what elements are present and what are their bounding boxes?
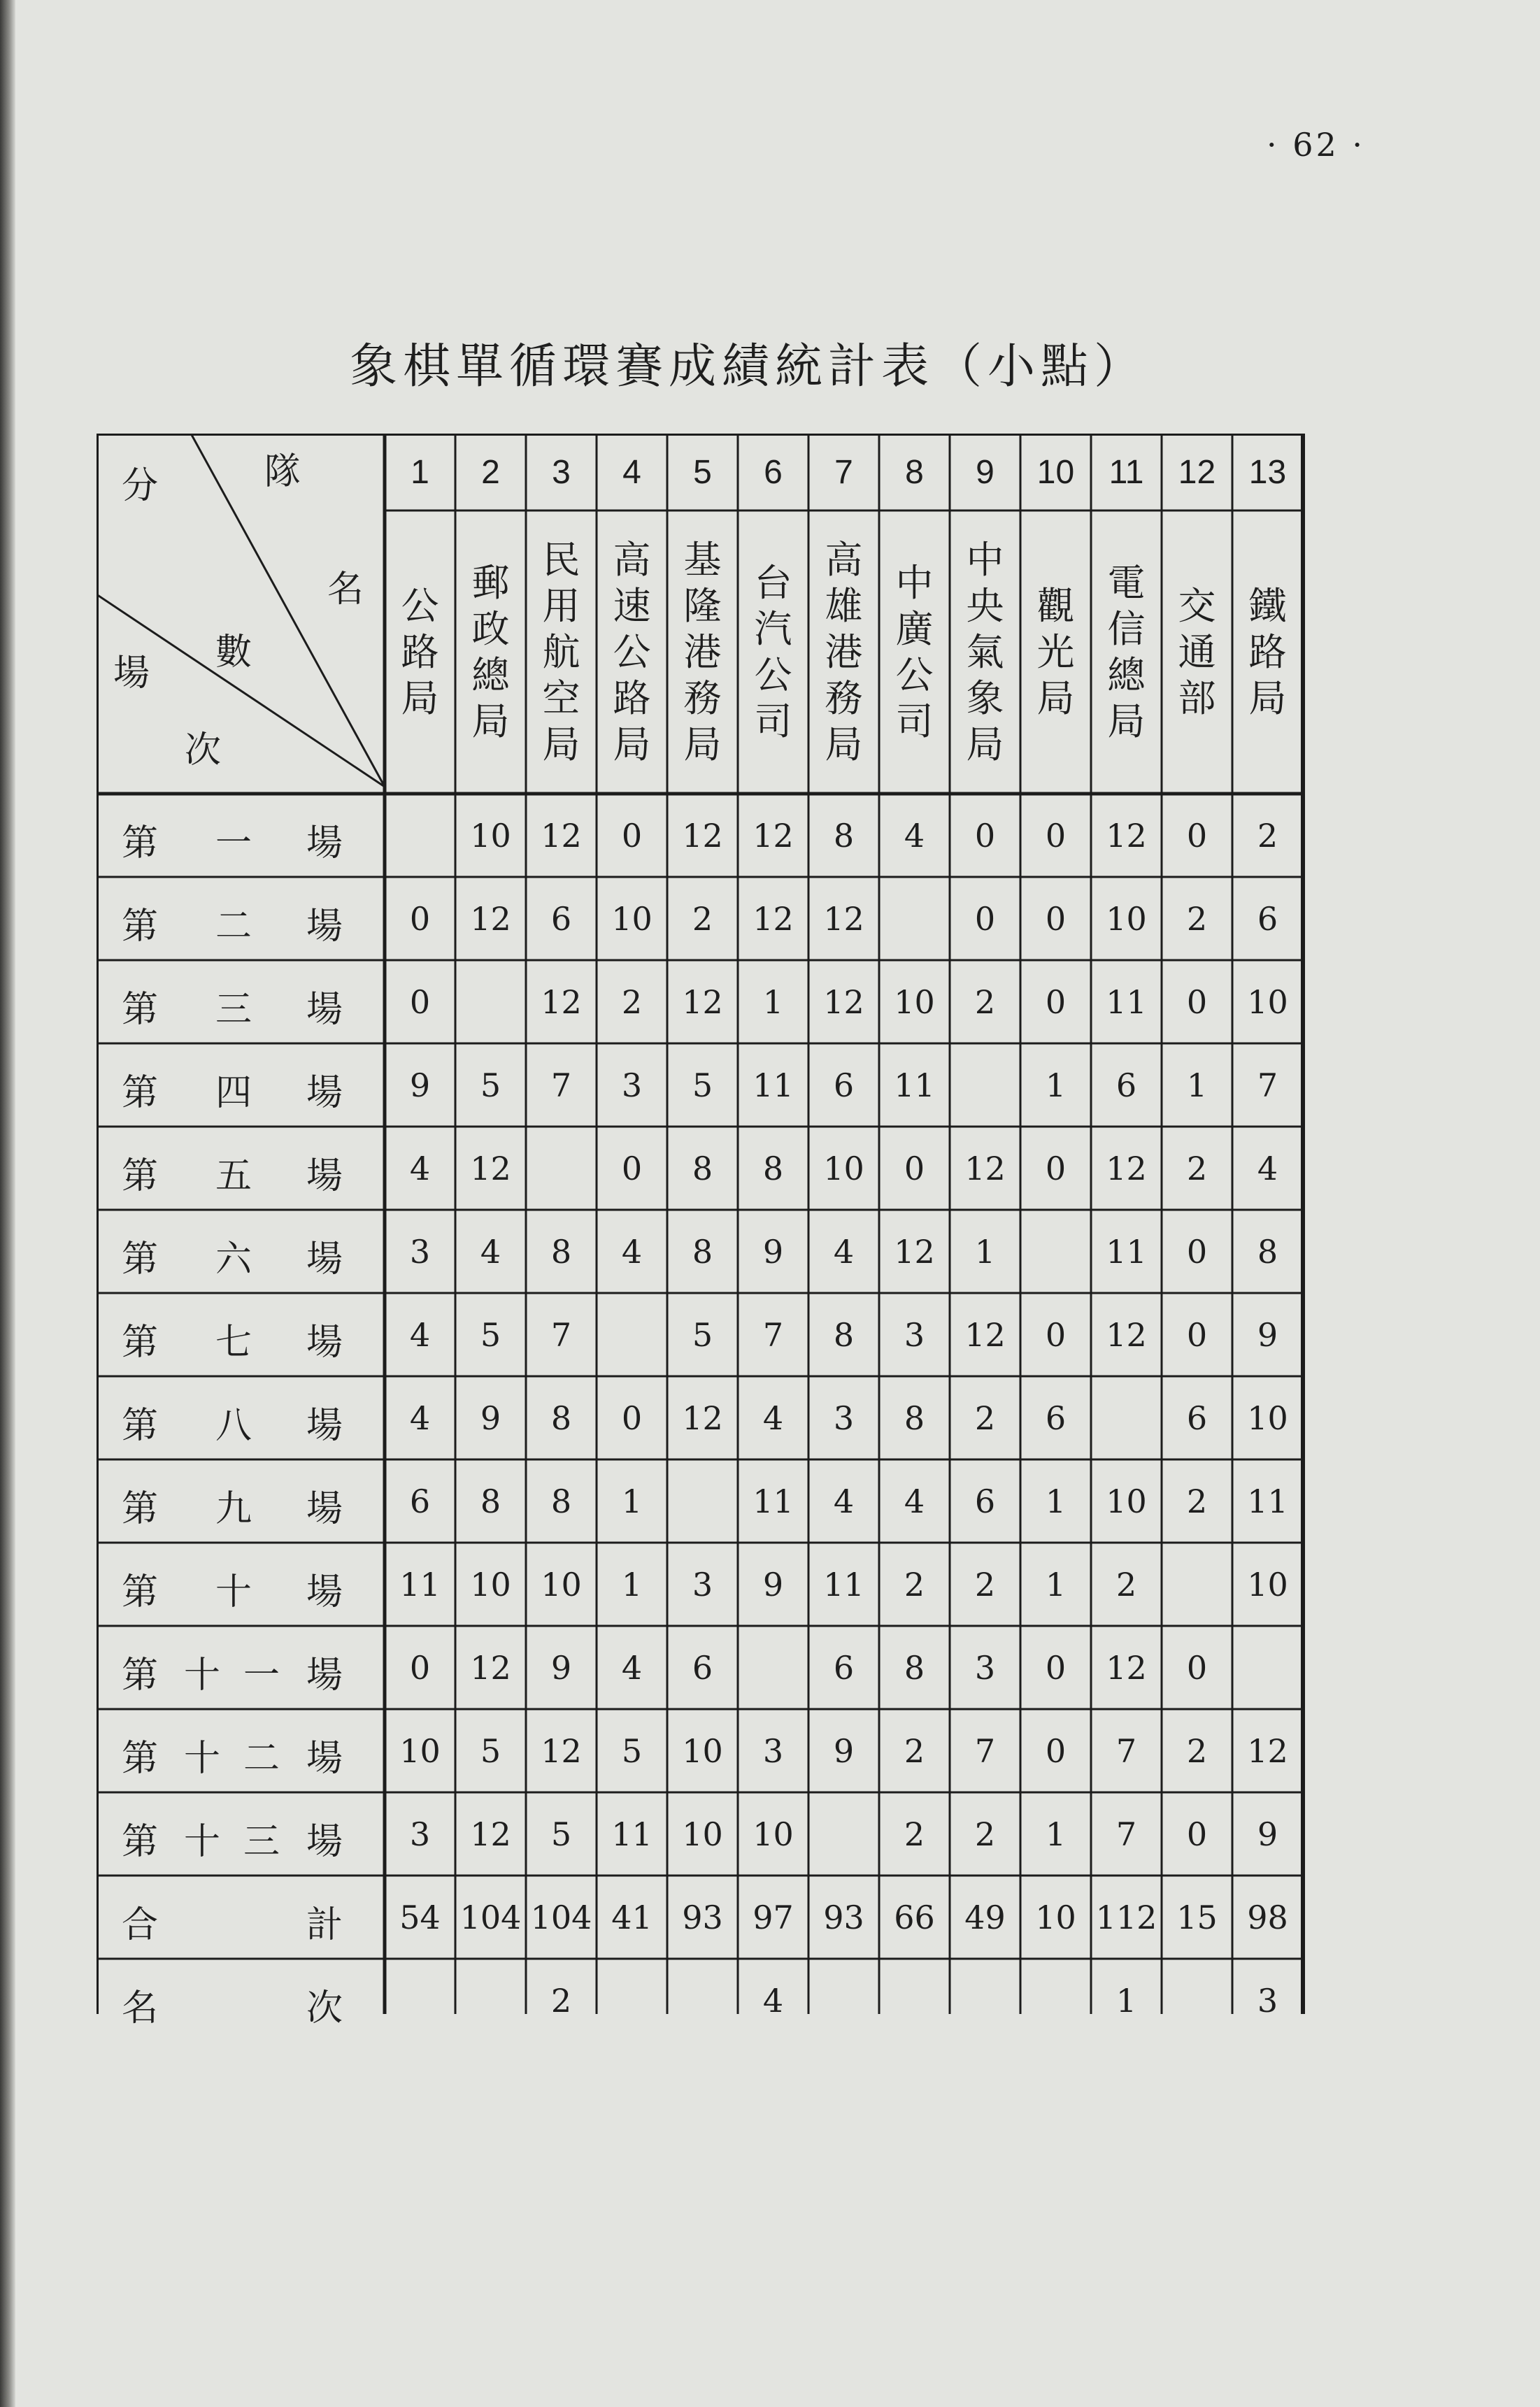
round-label-char: 第 bbox=[122, 989, 159, 1031]
round-label-char: 第 bbox=[122, 1571, 159, 1613]
score-cell: 2 bbox=[1186, 1149, 1208, 1187]
score-cell: 2 bbox=[974, 1399, 996, 1437]
team-name: 高 速 公 路 局 bbox=[613, 537, 651, 766]
round-label-char: 十 bbox=[184, 1821, 221, 1863]
round-label-char: 第 bbox=[122, 1072, 159, 1114]
score-cell: 8 bbox=[762, 1149, 784, 1187]
round-label-char: 第 bbox=[122, 1405, 159, 1447]
score-cell: 6 bbox=[974, 1482, 996, 1520]
round-label-char: 場 bbox=[306, 1571, 343, 1613]
team-name: 中 央 氣 象 局 bbox=[966, 537, 1004, 766]
score-cell: 15 bbox=[1176, 1898, 1218, 1936]
score-cell bbox=[455, 960, 526, 1043]
score-cell: 6 bbox=[1115, 1066, 1137, 1104]
score-cell: 6 bbox=[550, 899, 572, 938]
score-cell: 0 bbox=[1186, 816, 1208, 855]
score-cell: 93 bbox=[682, 1898, 723, 1936]
round-label-char: 場 bbox=[306, 1405, 343, 1447]
score-cell: 5 bbox=[480, 1731, 501, 1770]
score-cell: 10 bbox=[470, 816, 511, 855]
score-cell: 0 bbox=[974, 816, 996, 855]
score-cell: 9 bbox=[762, 1565, 784, 1604]
round-label-char: 場 bbox=[306, 1155, 343, 1197]
score-cell bbox=[879, 1959, 950, 2042]
score-cell: 12 bbox=[470, 899, 511, 938]
score-cell: 0 bbox=[1186, 1315, 1208, 1354]
score-cell bbox=[1162, 1543, 1232, 1626]
team-number: 6 bbox=[764, 453, 783, 491]
score-cell bbox=[526, 1127, 597, 1210]
round-label-char: 八 bbox=[215, 1405, 252, 1447]
score-cell: 10 bbox=[1106, 899, 1147, 938]
score-cell: 1 bbox=[621, 1482, 643, 1520]
round-label-char: 第 bbox=[122, 1322, 159, 1364]
score-cell bbox=[950, 1959, 1020, 2042]
book-spine-shadow bbox=[0, 0, 15, 2407]
score-cell: 7 bbox=[550, 1315, 572, 1354]
score-cell: 9 bbox=[409, 1066, 431, 1104]
round-label-char: 四 bbox=[215, 1072, 252, 1114]
score-cell bbox=[385, 794, 455, 877]
score-cell: 4 bbox=[409, 1399, 431, 1437]
score-cell: 1 bbox=[762, 983, 784, 1021]
score-cell bbox=[1091, 1376, 1162, 1459]
score-cell: 2 bbox=[904, 1731, 925, 1770]
score-cell: 1 bbox=[1115, 1981, 1137, 2020]
score-cell: 0 bbox=[1045, 1648, 1067, 1687]
score-cell: 12 bbox=[964, 1149, 1006, 1187]
round-label-char: 場 bbox=[306, 1488, 343, 1530]
score-cell: 8 bbox=[904, 1648, 925, 1687]
score-cell: 12 bbox=[541, 1731, 582, 1770]
score-cell bbox=[597, 1293, 667, 1376]
score-cell: 0 bbox=[621, 1399, 643, 1437]
round-label-char: 第 bbox=[122, 1238, 159, 1280]
score-cell bbox=[385, 1959, 455, 2042]
score-cell bbox=[738, 1626, 808, 1709]
team-number: 4 bbox=[622, 453, 641, 491]
score-cell: 8 bbox=[550, 1232, 572, 1271]
score-cell: 5 bbox=[692, 1066, 713, 1104]
score-cell: 6 bbox=[1186, 1399, 1208, 1437]
score-cell: 5 bbox=[550, 1815, 572, 1853]
score-cell: 0 bbox=[409, 1648, 431, 1687]
score-cell: 7 bbox=[1115, 1731, 1137, 1770]
score-cell: 2 bbox=[621, 983, 643, 1021]
score-cell: 0 bbox=[621, 1149, 643, 1187]
score-cell: 97 bbox=[753, 1898, 794, 1936]
score-cell: 12 bbox=[823, 983, 864, 1021]
score-cell: 2 bbox=[1257, 816, 1278, 855]
score-cell: 10 bbox=[399, 1731, 441, 1770]
score-cell: 1 bbox=[1045, 1482, 1067, 1520]
score-cell: 4 bbox=[409, 1315, 431, 1354]
score-cell: 1 bbox=[1045, 1565, 1067, 1604]
round-label-char: 第 bbox=[122, 1155, 159, 1197]
score-cell: 7 bbox=[762, 1315, 784, 1354]
total-label-char: 計 bbox=[306, 1904, 343, 1946]
score-cell: 8 bbox=[480, 1482, 501, 1520]
score-cell: 12 bbox=[470, 1648, 511, 1687]
round-label-char: 三 bbox=[215, 989, 252, 1031]
score-cell: 0 bbox=[1045, 1731, 1067, 1770]
round-label-char: 第 bbox=[122, 1821, 159, 1863]
score-cell: 2 bbox=[904, 1565, 925, 1604]
team-number: 7 bbox=[834, 453, 853, 491]
score-cell: 4 bbox=[409, 1149, 431, 1187]
round-label-char: 第 bbox=[122, 1488, 159, 1530]
score-cell: 11 bbox=[753, 1066, 794, 1104]
team-number: 3 bbox=[552, 453, 571, 491]
score-cell: 9 bbox=[550, 1648, 572, 1687]
score-cell: 12 bbox=[1247, 1731, 1288, 1770]
score-cell: 12 bbox=[1106, 1315, 1147, 1354]
score-cell: 3 bbox=[409, 1815, 431, 1853]
score-cell: 3 bbox=[833, 1399, 855, 1437]
score-cell: 5 bbox=[621, 1731, 643, 1770]
score-cell bbox=[1162, 1959, 1232, 2042]
team-name: 觀 光 局 bbox=[1036, 583, 1075, 720]
score-cell: 12 bbox=[753, 816, 794, 855]
score-cell: 0 bbox=[1045, 983, 1067, 1021]
team-number: 2 bbox=[481, 453, 500, 491]
score-cell: 2 bbox=[1186, 1731, 1208, 1770]
score-cell: 12 bbox=[682, 816, 723, 855]
score-cell: 6 bbox=[1257, 899, 1278, 938]
round-label-char: 第 bbox=[122, 1738, 159, 1780]
score-cell: 0 bbox=[904, 1149, 925, 1187]
score-cell: 0 bbox=[621, 816, 643, 855]
score-cell bbox=[950, 1043, 1020, 1127]
team-number: 5 bbox=[693, 453, 712, 491]
score-cell: 6 bbox=[409, 1482, 431, 1520]
score-cell: 11 bbox=[1106, 983, 1147, 1021]
score-cell: 1 bbox=[621, 1565, 643, 1604]
score-cell: 4 bbox=[904, 816, 925, 855]
score-cell: 2 bbox=[974, 983, 996, 1021]
score-cell: 49 bbox=[964, 1898, 1006, 1936]
score-cell: 8 bbox=[833, 816, 855, 855]
score-cell: 10 bbox=[1035, 1898, 1076, 1936]
score-cell: 11 bbox=[894, 1066, 935, 1104]
score-cell: 0 bbox=[974, 899, 996, 938]
score-cell: 12 bbox=[682, 983, 723, 1021]
score-cell bbox=[597, 1959, 667, 2042]
team-name: 中 廣 公 司 bbox=[895, 560, 934, 743]
score-cell: 10 bbox=[1247, 983, 1288, 1021]
score-cell: 3 bbox=[974, 1648, 996, 1687]
score-cell: 11 bbox=[823, 1565, 864, 1604]
score-cell: 104 bbox=[459, 1898, 522, 1936]
score-cell: 12 bbox=[753, 899, 794, 938]
score-cell: 10 bbox=[894, 983, 935, 1021]
score-cell: 7 bbox=[974, 1731, 996, 1770]
team-number: 11 bbox=[1108, 453, 1144, 491]
page-number: · 62 · bbox=[1266, 126, 1365, 164]
score-cell bbox=[808, 1959, 879, 2042]
score-cell: 41 bbox=[611, 1898, 653, 1936]
corner-label-team: 隊 bbox=[264, 451, 301, 493]
score-cell: 1 bbox=[974, 1232, 996, 1271]
score-cell: 4 bbox=[833, 1482, 855, 1520]
score-cell: 2 bbox=[974, 1815, 996, 1853]
round-label-char: 場 bbox=[306, 1238, 343, 1280]
score-cell: 7 bbox=[1115, 1815, 1137, 1853]
round-label-char: 七 bbox=[215, 1322, 252, 1364]
score-cell: 4 bbox=[904, 1482, 925, 1520]
round-label-char: 場 bbox=[306, 1322, 343, 1364]
team-number: 1 bbox=[411, 453, 429, 491]
round-label-char: 第 bbox=[122, 822, 159, 864]
score-cell: 8 bbox=[904, 1399, 925, 1437]
round-label-char: 場 bbox=[306, 1655, 343, 1697]
score-cell: 12 bbox=[1106, 816, 1147, 855]
score-cell: 11 bbox=[611, 1815, 653, 1853]
score-cell: 10 bbox=[611, 899, 653, 938]
score-cell: 0 bbox=[1045, 1315, 1067, 1354]
score-cell: 3 bbox=[692, 1565, 713, 1604]
corner-label-round: 場 bbox=[113, 652, 150, 694]
score-cell: 9 bbox=[833, 1731, 855, 1770]
team-name: 郵 政 總 局 bbox=[471, 560, 510, 743]
round-label-char: 第 bbox=[122, 1655, 159, 1697]
score-cell: 4 bbox=[1257, 1149, 1278, 1187]
score-cell: 12 bbox=[541, 983, 582, 1021]
score-cell: 11 bbox=[399, 1565, 441, 1604]
score-cell: 93 bbox=[823, 1898, 864, 1936]
score-cell bbox=[1232, 1626, 1303, 1709]
round-label-char: 一 bbox=[243, 1655, 280, 1697]
score-cell: 7 bbox=[1257, 1066, 1278, 1104]
score-cell: 10 bbox=[541, 1565, 582, 1604]
score-cell bbox=[667, 1459, 738, 1543]
round-label-char: 六 bbox=[215, 1238, 252, 1280]
rank-label-char: 名 bbox=[122, 1987, 159, 2029]
score-cell: 98 bbox=[1247, 1898, 1288, 1936]
round-label-char: 三 bbox=[243, 1821, 280, 1863]
score-cell: 12 bbox=[1106, 1149, 1147, 1187]
score-cell: 10 bbox=[1106, 1482, 1147, 1520]
score-cell: 0 bbox=[1186, 1815, 1208, 1853]
round-label-char: 場 bbox=[306, 906, 343, 948]
score-cell: 0 bbox=[1045, 1149, 1067, 1187]
score-cell: 2 bbox=[1115, 1565, 1137, 1604]
score-cell: 8 bbox=[550, 1399, 572, 1437]
score-cell bbox=[879, 877, 950, 960]
score-cell: 5 bbox=[480, 1315, 501, 1354]
score-cell: 8 bbox=[692, 1149, 713, 1187]
round-label-char: 場 bbox=[306, 989, 343, 1031]
score-cell: 9 bbox=[1257, 1315, 1278, 1354]
score-cell: 8 bbox=[692, 1232, 713, 1271]
score-cell: 1 bbox=[1045, 1066, 1067, 1104]
team-name: 台 汽 公 司 bbox=[754, 560, 792, 743]
score-cell: 8 bbox=[1257, 1232, 1278, 1271]
score-cell: 2 bbox=[1186, 899, 1208, 938]
round-label-char: 十 bbox=[215, 1571, 252, 1613]
score-cell: 4 bbox=[621, 1232, 643, 1271]
score-cell: 10 bbox=[682, 1731, 723, 1770]
score-cell: 5 bbox=[692, 1315, 713, 1354]
score-cell bbox=[1020, 1210, 1091, 1293]
score-cell: 12 bbox=[541, 816, 582, 855]
score-cell: 9 bbox=[762, 1232, 784, 1271]
round-label-char: 場 bbox=[306, 1072, 343, 1114]
team-name: 公 路 局 bbox=[401, 583, 439, 720]
score-cell: 0 bbox=[1186, 1232, 1208, 1271]
score-cell: 12 bbox=[1106, 1648, 1147, 1687]
corner-label-name: 名 bbox=[327, 569, 364, 610]
score-cell: 8 bbox=[833, 1315, 855, 1354]
round-label-char: 一 bbox=[215, 822, 252, 864]
score-cell: 4 bbox=[762, 1399, 784, 1437]
score-cell: 2 bbox=[974, 1565, 996, 1604]
score-cell: 7 bbox=[550, 1066, 572, 1104]
score-cell: 9 bbox=[480, 1399, 501, 1437]
round-label-char: 場 bbox=[306, 1821, 343, 1863]
score-cell: 66 bbox=[894, 1898, 935, 1936]
score-cell: 2 bbox=[1186, 1482, 1208, 1520]
score-cell: 12 bbox=[470, 1149, 511, 1187]
team-name: 交 通 部 bbox=[1178, 583, 1216, 720]
team-number: 13 bbox=[1248, 453, 1287, 491]
score-cell: 3 bbox=[409, 1232, 431, 1271]
score-cell: 8 bbox=[550, 1482, 572, 1520]
score-cell bbox=[667, 1959, 738, 2042]
total-label-char: 合 bbox=[122, 1904, 159, 1946]
score-cell: 6 bbox=[1045, 1399, 1067, 1437]
score-cell: 1 bbox=[1186, 1066, 1208, 1104]
round-label-char: 二 bbox=[243, 1738, 280, 1780]
round-label-char: 五 bbox=[215, 1155, 252, 1197]
score-cell: 0 bbox=[1186, 1648, 1208, 1687]
score-cell: 2 bbox=[692, 899, 713, 938]
table-title: 象棋單循環賽成績統計表（小點） bbox=[350, 339, 1148, 394]
score-cell: 6 bbox=[692, 1648, 713, 1687]
team-number: 9 bbox=[976, 453, 994, 491]
score-cell: 54 bbox=[399, 1898, 441, 1936]
score-cell: 4 bbox=[621, 1648, 643, 1687]
round-label-char: 二 bbox=[215, 906, 252, 948]
score-cell: 104 bbox=[530, 1898, 592, 1936]
score-cell: 6 bbox=[833, 1648, 855, 1687]
score-cell bbox=[808, 1792, 879, 1876]
score-cell: 2 bbox=[904, 1815, 925, 1853]
score-cell: 12 bbox=[894, 1232, 935, 1271]
score-cell: 4 bbox=[762, 1981, 784, 2020]
score-cell: 12 bbox=[823, 899, 864, 938]
score-cell: 0 bbox=[1045, 816, 1067, 855]
score-cell: 10 bbox=[1247, 1399, 1288, 1437]
score-cell: 3 bbox=[904, 1315, 925, 1354]
score-cell: 10 bbox=[823, 1149, 864, 1187]
team-name: 電 信 總 局 bbox=[1107, 560, 1146, 743]
score-cell: 1 bbox=[1045, 1815, 1067, 1853]
score-cell: 12 bbox=[682, 1399, 723, 1437]
round-label-char: 十 bbox=[184, 1655, 221, 1697]
score-cell: 12 bbox=[470, 1815, 511, 1853]
team-name: 鐵 路 局 bbox=[1248, 583, 1287, 720]
round-label-char: 場 bbox=[306, 1738, 343, 1780]
score-cell: 2 bbox=[550, 1981, 572, 2020]
team-name: 民 用 航 空 局 bbox=[542, 537, 580, 766]
score-cell: 0 bbox=[409, 899, 431, 938]
score-cell: 9 bbox=[1257, 1815, 1278, 1853]
score-cell: 3 bbox=[1257, 1981, 1278, 2020]
team-number: 10 bbox=[1036, 453, 1075, 491]
score-cell: 6 bbox=[833, 1066, 855, 1104]
score-table bbox=[97, 434, 1313, 2029]
score-cell: 12 bbox=[964, 1315, 1006, 1354]
score-cell: 112 bbox=[1095, 1898, 1157, 1936]
score-cell bbox=[1020, 1959, 1091, 2042]
rank-label-char: 次 bbox=[306, 1987, 343, 2029]
score-cell: 4 bbox=[833, 1232, 855, 1271]
team-number: 8 bbox=[905, 453, 924, 491]
team-number: 12 bbox=[1178, 453, 1216, 491]
score-cell: 0 bbox=[409, 983, 431, 1021]
team-name: 高 雄 港 務 局 bbox=[825, 537, 863, 766]
corner-label-score: 分 bbox=[122, 465, 159, 507]
team-name: 基 隆 港 務 局 bbox=[683, 537, 722, 766]
score-cell: 10 bbox=[1247, 1565, 1288, 1604]
score-cell: 0 bbox=[1045, 899, 1067, 938]
score-cell: 3 bbox=[762, 1731, 784, 1770]
score-cell: 0 bbox=[1186, 983, 1208, 1021]
round-label-char: 第 bbox=[122, 906, 159, 948]
corner-label-count: 數 bbox=[215, 631, 252, 673]
round-label-char: 九 bbox=[215, 1488, 252, 1530]
score-cell: 11 bbox=[753, 1482, 794, 1520]
score-cell: 3 bbox=[621, 1066, 643, 1104]
score-cell: 10 bbox=[470, 1565, 511, 1604]
score-cell: 5 bbox=[480, 1066, 501, 1104]
corner-label-order: 次 bbox=[185, 729, 222, 771]
score-cell bbox=[455, 1959, 526, 2042]
round-label-char: 十 bbox=[184, 1738, 221, 1780]
score-cell: 10 bbox=[682, 1815, 723, 1853]
score-cell: 10 bbox=[753, 1815, 794, 1853]
score-cell: 11 bbox=[1106, 1232, 1147, 1271]
score-cell: 4 bbox=[480, 1232, 501, 1271]
score-cell: 11 bbox=[1247, 1482, 1288, 1520]
round-label-char: 場 bbox=[306, 822, 343, 864]
